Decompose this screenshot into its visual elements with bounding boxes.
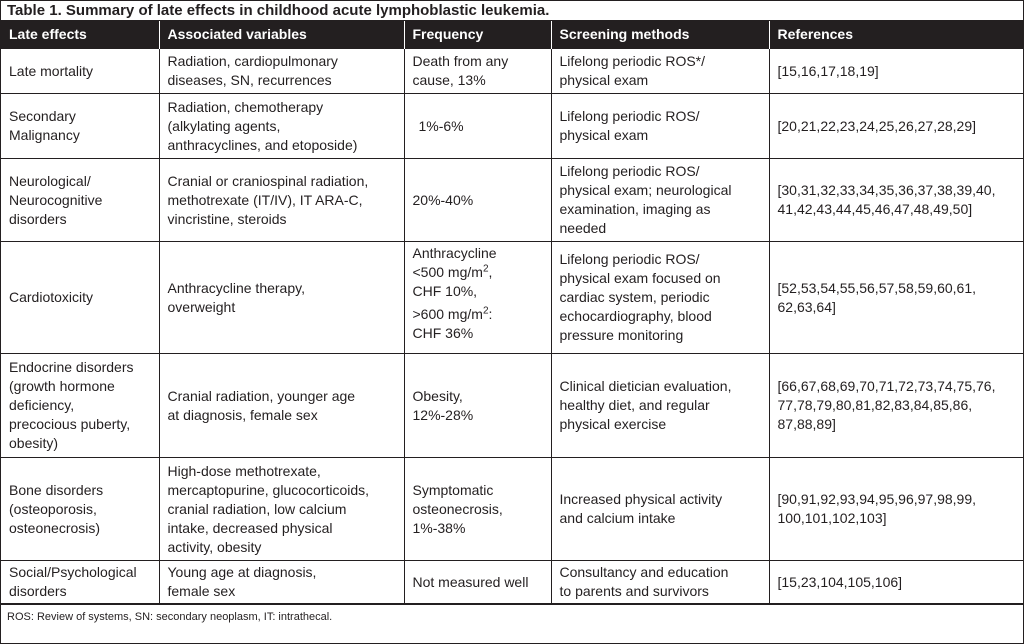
cell-associated-variables: Cranial or craniospinal radiation, methotrexate (IT/IV), IT ARA-C, vincristine, steroids (159, 159, 404, 242)
cell-references: [15,16,17,18,19] (769, 49, 1023, 94)
header-associated-variables: Associated variables (159, 21, 404, 49)
header-late-effects: Late effects (1, 21, 159, 49)
cell-frequency: Death from any cause, 13% (404, 49, 551, 94)
cell-screening-methods: Lifelong periodic ROS*/ physical exam (551, 49, 769, 94)
cell-frequency: 20%-40% (404, 159, 551, 242)
cell-screening-methods: Clinical dietician evaluation, healthy diet, and regular physical exercise (551, 354, 769, 458)
cell-references: [90,91,92,93,94,95,96,97,98,99, 100,101,102,103] (769, 458, 1023, 561)
table-footnote: ROS: Review of systems, SN: secondary neoplasm, IT: intrathecal. (1, 604, 1023, 629)
header-references: References (769, 21, 1023, 49)
cell-associated-variables: Radiation, chemotherapy (alkylating agents, anthracyclines, and etoposide) (159, 94, 404, 159)
table-row (1, 49, 1023, 94)
cell-frequency: Obesity, 12%-28% (404, 354, 551, 458)
cell-late-effect: Late mortality (1, 49, 159, 94)
cell-associated-variables: High-dose methotrexate, mercaptopurine, glucocorticoids, cranial radiation, low calcium intake, decreased physical activity, obesity (159, 458, 404, 561)
cell-frequency: Symptomatic osteonecrosis, 1%-38% (404, 458, 551, 561)
cell-screening-methods: Lifelong periodic ROS/ physical exam focused on cardiac system, periodic echocardiography, blood pressure monitoring (551, 242, 769, 354)
cell-frequency: Not measured well (404, 561, 551, 604)
frequency-line: Anthracycline (412, 245, 497, 261)
frequency-line: CHF 36% (412, 325, 474, 341)
header-row (1, 21, 1023, 49)
cell-references: [20,21,22,23,24,25,26,27,28,29] (769, 94, 1023, 159)
frequency-line: CHF 10%, (412, 283, 478, 299)
cell-late-effect: Secondary Malignancy (1, 94, 159, 159)
table-row (1, 354, 1023, 458)
cell-references: [15,23,104,105,106] (769, 561, 1023, 604)
table-title: Table 1. Summary of late effects in childhood acute lymphoblastic leukemia. (1, 1, 1023, 21)
table-row (1, 561, 1023, 604)
table-row (1, 242, 1023, 354)
late-effects-table (1, 21, 1023, 604)
cell-frequency (404, 242, 551, 354)
cell-references: [66,67,68,69,70,71,72,73,74,75,76, 77,78,79,80,81,82,83,84,85,86, 87,88,89] (769, 354, 1023, 458)
cell-references: [30,31,32,33,34,35,36,37,38,39,40, 41,42,43,44,45,46,47,48,49,50] (769, 159, 1023, 242)
table-row (1, 458, 1023, 561)
cell-associated-variables: Anthracycline therapy, overweight (159, 242, 404, 354)
cell-screening-methods: Consultancy and education to parents and survivors (551, 561, 769, 604)
table-row (1, 94, 1023, 159)
cell-late-effect: Endocrine disorders (growth hormone deficiency, precocious puberty, obesity) (1, 354, 159, 458)
cell-late-effect: Neurological/ Neurocognitive disorders (1, 159, 159, 242)
cell-late-effect: Cardiotoxicity (1, 242, 159, 354)
frequency-line: >600 $mg/m^2$: (412, 305, 493, 322)
cell-screening-methods: Lifelong periodic ROS/ physical exam; neurological examination, imaging as needed (551, 159, 769, 242)
header-frequency: Frequency (404, 21, 551, 49)
cell-late-effect: Bone disorders (osteoporosis, osteonecrosis) (1, 458, 159, 561)
cell-frequency: 1%-6% (404, 94, 551, 159)
cell-references: [52,53,54,55,56,57,58,59,60,61, 62,63,64] (769, 242, 1023, 354)
cell-associated-variables: Young age at diagnosis, female sex (159, 561, 404, 604)
cell-screening-methods: Lifelong periodic ROS/ physical exam (551, 94, 769, 159)
cell-screening-methods: Increased physical activity and calcium intake (551, 458, 769, 561)
header-screening-methods: Screening methods (551, 21, 769, 49)
cell-associated-variables: Radiation, cardiopulmonary diseases, SN, recurrences (159, 49, 404, 94)
cell-late-effect: Social/Psychological disorders (1, 561, 159, 604)
table-row (1, 159, 1023, 242)
frequency-line: <500 $mg/m^2$, (412, 263, 493, 280)
cell-associated-variables: Cranial radiation, younger age at diagnosis, female sex (159, 354, 404, 458)
